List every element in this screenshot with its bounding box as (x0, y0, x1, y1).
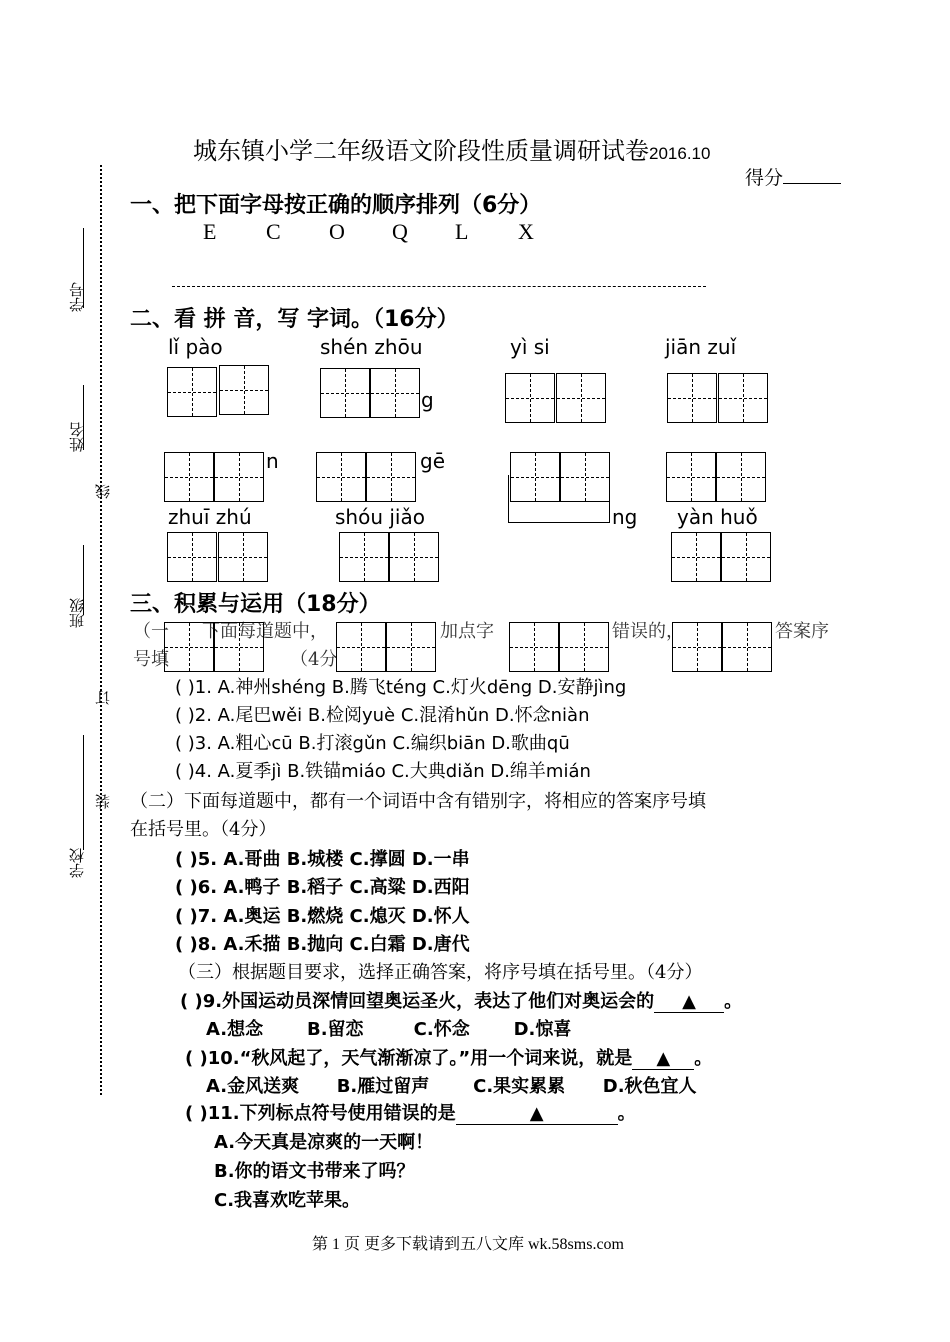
writing-box[interactable] (509, 622, 559, 672)
part1-intro-b: 下面每道题中， (202, 621, 328, 642)
pinyin-6: shóu jiǎo (335, 505, 425, 529)
question-11-text: ( )11.下列标点符号使用错误的是 (185, 1103, 456, 1124)
section1-heading: 一、把下面字母按正确的顺序排列（6分） (130, 193, 542, 218)
title-date: 2016.10 (649, 144, 711, 163)
letter-2: C (266, 219, 281, 244)
sidebar-xingming-line (83, 385, 84, 450)
part1-intro-d: 错误的， (612, 621, 684, 642)
writing-box[interactable] (218, 532, 268, 582)
score-field (745, 163, 841, 190)
answer-line[interactable] (172, 286, 706, 287)
question-9-options: A.想念 B.留恋 C.怀念 D.惊喜 (206, 1019, 572, 1040)
writing-box[interactable] (214, 452, 264, 502)
pinyin-5: zhuī zhú (168, 505, 252, 529)
question-11-option-c: C.我喜欢吃苹果。 (214, 1190, 361, 1211)
question-10 (185, 1044, 712, 1070)
pinyin-fragment-n: n (266, 449, 279, 473)
sidebar-xuexiao-label: 学校 (68, 848, 86, 878)
part1-intro-c: 加点字 (440, 621, 494, 642)
writing-box[interactable] (339, 532, 389, 582)
sidebar-xian-label: 线 (94, 484, 112, 499)
question-2: ( )2. A.尾巴wěi B.检阅yuè C.混淆hǔn D.怀念niàn (175, 705, 590, 726)
question-11-end: 。 (617, 1103, 636, 1124)
writing-box[interactable] (389, 532, 439, 582)
question-1: ( )1. A.神州shéng B.腾飞téng C.灯火dēng D.安静jìng (175, 677, 627, 698)
triangle-icon: ▲ (682, 991, 697, 1012)
sidebar-zhuang-label: 装 (94, 794, 112, 809)
pinyin-8: yàn huǒ (677, 505, 758, 529)
score-blank[interactable] (783, 167, 841, 184)
writing-box[interactable] (667, 373, 717, 423)
triangle-icon: ▲ (656, 1048, 671, 1069)
pinyin-2: shén zhōu (320, 335, 423, 359)
writing-box[interactable] (722, 622, 772, 672)
pinyin-fragment-ge: gē (420, 449, 445, 473)
question-7: ( )7. A.奥运 B.燃烧 C.熄灭 D.怀人 (175, 906, 470, 927)
question-10-text: ( )10.“秋风起了，天气渐渐凉了。”用一个词来说，就是 (185, 1048, 633, 1069)
question-9-blank[interactable] (654, 991, 724, 1013)
sidebar-banji-label: 班级 (68, 598, 86, 628)
question-10-options: A.金风送爽 B.雁过留声 C.果实累累 D.秋色宜人 (206, 1076, 697, 1097)
pinyin-1: lǐ pào (168, 335, 223, 359)
writing-box[interactable] (505, 373, 555, 423)
writing-box[interactable] (556, 373, 606, 423)
page-footer: 第 1 页 更多下载请到五八文库 wk.58sms.com (312, 1236, 625, 1253)
writing-box[interactable] (320, 368, 370, 418)
question-8: ( )8. A.禾描 B.抛向 C.白霜 D.唐代 (175, 934, 470, 955)
question-4: ( )4. A.夏季jì B.铁锚miáo C.大典diǎn D.绵羊mián (175, 761, 591, 782)
writing-box[interactable] (366, 452, 416, 502)
writing-box[interactable] (219, 365, 269, 415)
writing-box[interactable] (559, 622, 609, 672)
question-9 (180, 987, 742, 1013)
sidebar-xuehao-line (83, 228, 84, 308)
part2-intro-line1: （二）下面每道题中，都有一个词语中含有错别字，将相应的答案序号填 (130, 791, 706, 812)
question-6: ( )6. A.鸭子 B.稻子 C.高粱 D.西阳 (175, 877, 470, 898)
writing-box[interactable] (164, 452, 214, 502)
writing-box[interactable] (167, 367, 217, 417)
writing-box[interactable] (336, 622, 386, 672)
writing-box[interactable] (370, 368, 420, 418)
section2-heading: 二、看 拼 音，写 字词。（16分） (130, 307, 459, 332)
overlap-box-frame (508, 475, 610, 523)
part2-intro-line2: 在括号里。（4分） (130, 819, 277, 840)
sidebar-xingming-label: 姓名 (68, 422, 86, 452)
score-label: 得分 (745, 167, 784, 189)
question-11 (185, 1099, 636, 1125)
question-10-blank[interactable] (632, 1048, 694, 1070)
sidebar-banji-line (83, 545, 84, 615)
pinyin-4: jiān zuǐ (665, 335, 737, 359)
sidebar-ding-label: 订 (94, 690, 112, 705)
writing-box[interactable] (167, 532, 217, 582)
part1-intro-a: （一 (133, 621, 169, 642)
letter-6: X (518, 219, 534, 244)
sidebar-xuehao-label: 学号 (68, 282, 86, 312)
writing-box[interactable] (672, 622, 722, 672)
question-9-text: ( )9.外国运动员深情回望奥运圣火，表达了他们对奥运会的 (180, 991, 655, 1012)
pinyin-7: ng (612, 505, 638, 529)
sidebar-xuexiao-line (83, 735, 84, 850)
writing-box[interactable] (721, 532, 771, 582)
part1-intro-f: 号填 (133, 649, 169, 670)
question-5: ( )5. A.哥曲 B.城楼 C.撑圆 D.一串 (175, 849, 470, 870)
letter-4: Q (392, 219, 408, 244)
writing-box[interactable] (718, 373, 768, 423)
writing-box[interactable] (316, 452, 366, 502)
writing-box[interactable] (666, 452, 716, 502)
part3-intro: （三）根据题目要求，选择正确答案，将序号填在括号里。（4分） (178, 962, 703, 983)
question-3: ( )3. A.粗心cū B.打滚gǔn C.编织biān D.歌曲qū (175, 733, 570, 754)
title-text: 城东镇小学二年级语文阶段性质量调研试卷 (193, 137, 649, 165)
question-11-option-a: A.今天真是凉爽的一天啊！ (214, 1132, 434, 1153)
binding-dotted-line (100, 165, 102, 1095)
section1-letters (203, 219, 581, 245)
question-10-end: 。 (694, 1048, 713, 1069)
writing-box[interactable] (386, 622, 436, 672)
letter-3: O (329, 219, 345, 244)
part1-intro-g: （4分 (290, 649, 338, 670)
letter-5: L (455, 219, 469, 244)
question-11-option-b: B.你的语文书带来了吗？ (214, 1161, 415, 1182)
question-9-end: 。 (724, 991, 743, 1012)
writing-box[interactable] (716, 452, 766, 502)
writing-box[interactable] (671, 532, 721, 582)
page-title (193, 131, 710, 166)
pinyin-3: yì si (510, 335, 550, 359)
writing-box[interactable] (164, 622, 214, 672)
hidden-pinyin-fragment: g (421, 388, 434, 412)
part1-intro-e: 答案序 (775, 621, 829, 642)
writing-box[interactable] (214, 622, 264, 672)
question-11-blank[interactable] (456, 1103, 618, 1125)
letter-1: E (203, 219, 217, 244)
triangle-icon: ▲ (529, 1103, 544, 1124)
section3-heading: 三、积累与运用（18分） (130, 592, 381, 617)
